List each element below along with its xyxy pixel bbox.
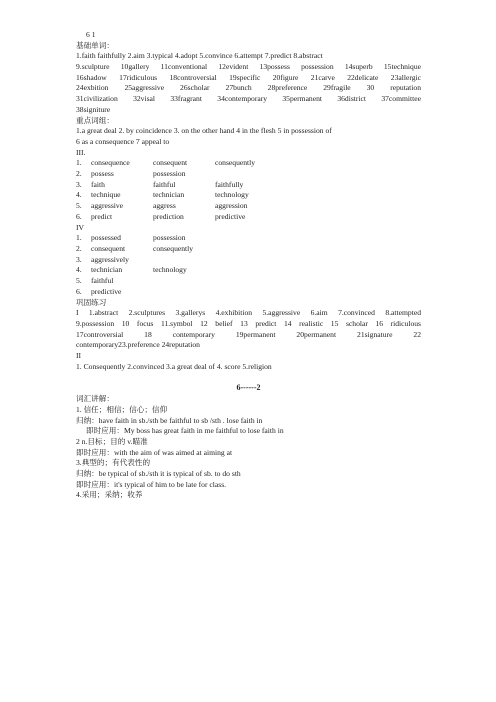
word-form-row [76,287,421,298]
row-number: 6. [76,211,82,221]
basic-words-line: 1.faith faithfully 2.aim 3.typical 4.adopt 5.convince 6.attempt 7.predict 8.abstract [76,51,323,61]
word-cell: technician [91,265,123,275]
vocab-heading: 词汇讲解： [76,394,114,404]
basic-words-line: 38signiture [76,104,111,114]
vocab-line: 4.采用；采纳；收养 [76,490,143,500]
basic-words-line: 31civilization 32visal 33fragrant 34contemporary 35permanent 36district 37committee [76,94,421,104]
word-form-row [76,255,421,266]
word-cell: faithful [153,179,176,189]
row-number: 3. [76,179,82,189]
vocab-line: 归纳：be typical of sb./sth it is typical of sb. to do sth [76,469,241,479]
vocab-line: 即时应用：My boss has great faith in me faithful to lose faith in [86,426,284,436]
word-cell: aggression [215,201,248,211]
word-family-row [76,158,421,169]
word-form-row [76,276,421,287]
spacer [76,372,421,383]
word-cell: technology [153,265,187,275]
word-cell: aggressively [91,254,129,264]
vocab-line: 即时应用：it's typical of him to be late for class. [76,479,227,489]
row-number: 3. [76,254,82,264]
section-iii-heading: III. [76,147,86,157]
word-cell: consequently [153,244,194,253]
row-number: 4. [76,190,82,200]
word-cell: faith [91,179,105,189]
row-number: 1. [76,158,82,168]
word-family-row [76,212,421,223]
word-cell: possess [91,169,114,179]
row-number: 1. [76,233,82,243]
unit2-title: 6------2 [236,383,261,393]
practice-line: 17controversial 18 contemporary 19permanent 20permanent 21signature 22 [76,329,421,339]
section-iv-heading: IV [76,222,85,232]
word-cell: consequent [91,244,126,253]
word-cell: predictive [215,211,246,221]
practice-ii-line: 1. Consequently 2.convinced 3.a great deal of 4. score 5.religion [76,361,272,371]
vocab-line: 即时应用：with the aim of was aimed at aiming at [76,447,233,457]
row-number: 2. [76,244,82,253]
vocab-line: 1. 信任；相信；信心；信仰 [76,404,168,414]
row-number: 5. [76,276,82,286]
word-family-row [76,180,421,191]
word-family-row [76,169,421,180]
basic-words-line: 16shadow 17ridiculous 18controversial 19specific 20figure 21carve 22delicate 23allergic [76,72,421,82]
word-cell: aggressive [91,201,124,211]
phrases-line: 6 as a consequence 7 appeal to [76,136,170,146]
word-cell: possession [153,233,186,243]
word-cell: predict [91,211,113,221]
practice-line: I 1.abstract 2.sculptures 3.gallerys 4.exhibition 5.aggressive 6.aim 7.convinced 8.attempted [76,308,421,318]
practice-heading: 巩固练习 [76,297,107,307]
vocab-line: 归纳：have faith in sb./sth be faithful to sb /sth . lose faith in [76,415,263,425]
word-cell: aggress [153,201,176,211]
vocab-line: 3.典型的；有代表性的 [76,458,151,468]
phrases-line: 1.a great deal 2. by coincidence 3. on the other hand 4 in the flesh 5 in possession of [76,126,332,136]
practice-ii-heading: II [76,350,82,360]
word-cell: faithfully [215,179,244,189]
phrases-heading: 重点词组： [76,115,114,125]
document-page [76,30,421,501]
word-cell: consequent [153,158,188,168]
basic-words-line: 9.sculpture 10gallery 11conventional 12evident 13possess possession 14superb 15technique [76,62,421,72]
word-cell: predictive [91,286,122,296]
vocab-line: 2 n.目标；目的 v.瞄准 [76,436,148,446]
word-cell: possession [153,169,186,179]
word-cell: technique [91,190,121,200]
word-cell: possessed [91,233,121,243]
row-number: 2. [76,169,82,179]
practice-line: 9.possession 10 focus 11.symbol 12 belief 13 predict 14 realistic 15 scholar 16 ridiculous [76,318,421,328]
row-number: 4. [76,265,82,275]
basic-words-line: 24exbition 25aggressive 26scholar 27bunch 28preference 29fragile 30 reputation [76,83,421,93]
word-form-row [76,244,421,255]
word-cell: faithful [91,276,114,286]
word-cell: consequently [215,158,256,168]
word-family-row [76,190,421,201]
word-family-row [76,201,421,212]
row-number: 6. [76,286,82,296]
row-number: 5. [76,201,82,211]
word-cell: prediction [153,211,184,221]
word-cell: technician [153,190,185,200]
word-cell: consequence [91,158,130,168]
word-form-row [76,265,421,276]
word-form-row [76,233,421,244]
basic-words-heading: 基础单词： [76,40,114,50]
word-cell: technology [215,190,249,200]
unit-header: 6 1 [86,30,96,39]
practice-line: contemporary23.preference 24reputation [76,340,200,350]
